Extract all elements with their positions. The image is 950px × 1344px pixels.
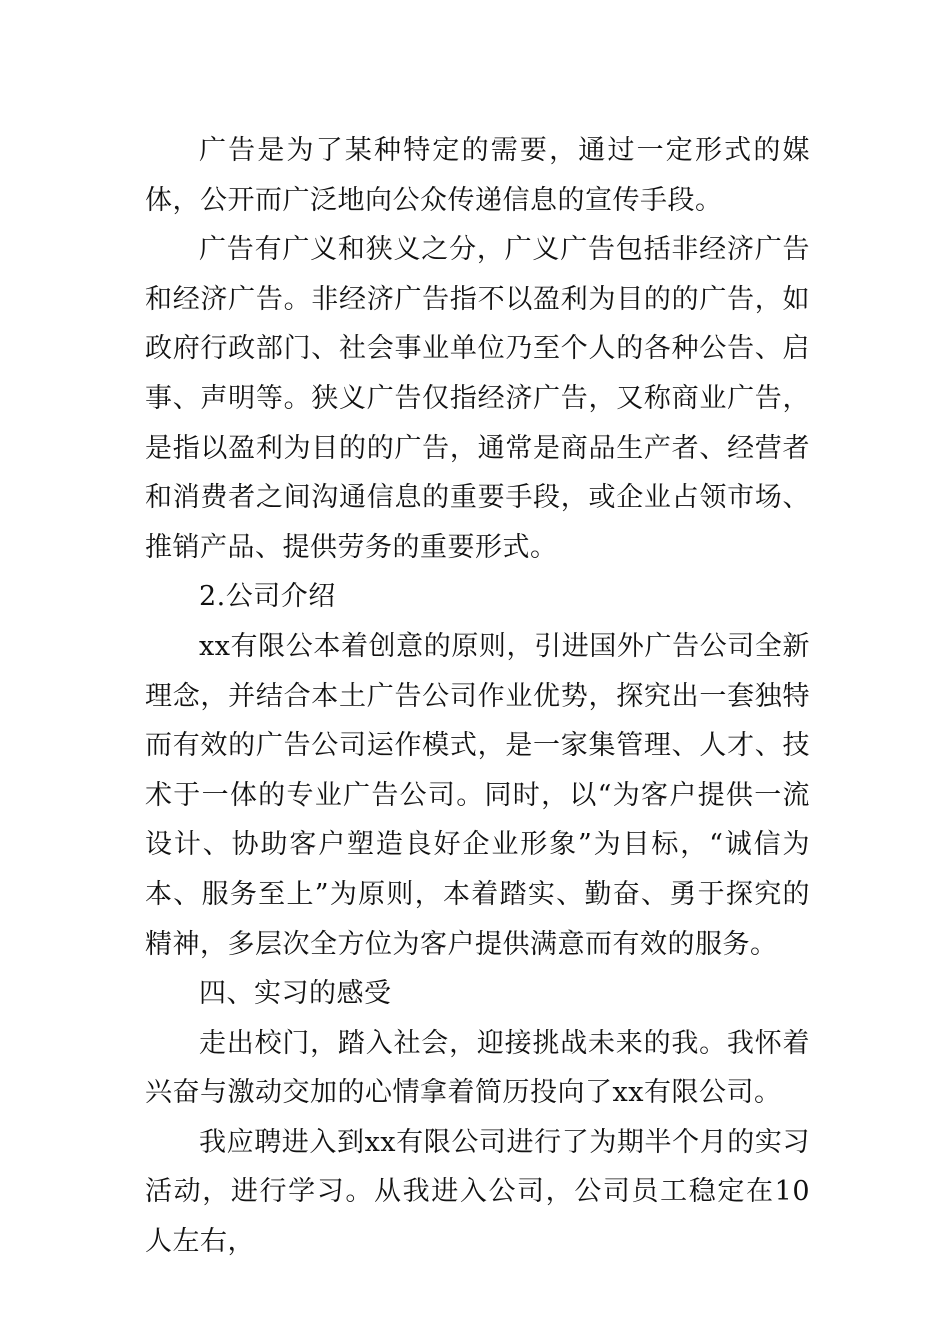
paragraph-company-intro: xx有限公本着创意的原则，引进国外广告公司全新理念，并结合本土广告公司作业优势，探究出一套独特而有效的广告公司运作模式，是一家集管理、人才、技术于一体的专业广告公司。同时，以“为客户提供一流设计、协助客户塑造良好企业形象”为目标，“诚信为本、服务至上”为原则，本着踏实、勤奋、勇于探究的精神，多层次全方位为客户提供满意而有效的服务。	[145, 630, 810, 960]
paragraph-ad-types: 广告有广义和狭义之分，广义广告包括非经济广告和经济广告。非经济广告指不以盈利为目的的广告，如政府行政部门、社会事业单位乃至个人的各种公告、启事、声明等。狭义广告仅指经济广告，又称商业广告，是指以盈利为目的的广告，通常是商品生产者、经营者和消费者之间沟通信息的重要手段，或企业占领市场、推销产品、提供劳务的重要形式。	[145, 234, 810, 563]
section-heading-internship-feelings: 四、实习的感受	[199, 978, 392, 1010]
paragraph-internship-start: 我应聘进入到xx有限公司进行了为期半个月的实习活动，进行学习。从我进入公司，公司员工稳定在10人左右，	[145, 1126, 810, 1258]
document-body	[145, 126, 810, 1267]
paragraph-ad-definition: 广告是为了某种特定的需要，通过一定形式的媒体，公开而广泛地向公众传递信息的宣传手段。	[145, 135, 810, 216]
section-heading-company-intro: 2.公司介绍	[199, 581, 336, 613]
paragraph-leaving-school: 走出校门，踏入社会，迎接挑战未来的我。我怀着兴奋与激动交加的心情拿着简历投向了xx有限公司。	[145, 1027, 810, 1109]
